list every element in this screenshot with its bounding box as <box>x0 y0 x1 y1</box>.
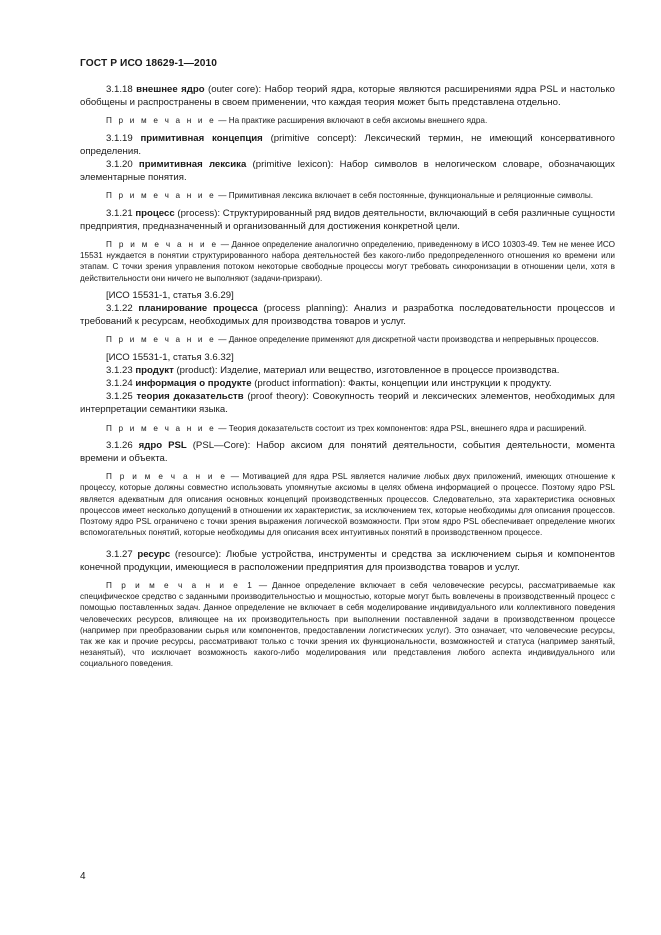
term-name: ресурс <box>137 548 171 560</box>
term-name: примитивная лексика <box>138 159 247 171</box>
note-3-1-21: П р и м е ч а н и е — Данное определение аналогично определению, приведенному в ИСО 10303-49. Тем не менее ИСО 15531 нуждается в понятии структурированного набора деятельностей без какого-либо предопределенного отношения ко времени или этапам. С точки зрения управления потоком некоторые свободные процессы могут требовать синхронизации в отношении цели, хотя в действительности они ничего не выполняют (задачи-призраки). <box>80 240 615 283</box>
document-header: ГОСТ Р ИСО 18629-1—2010 <box>80 58 218 69</box>
term-entry-3-1-27: 3.1.27 ресурс (resource): Любые устройства, инструменты и средства за исключением сырья и компонентов конечной продукции, имеющиеся в расположении предприятия для производства товаров и услуг. <box>80 548 615 573</box>
note-3-1-20: П р и м е ч а н и е — Примитивная лексика включает в себя постоянные, функциональные и реляционные символы. <box>106 191 594 201</box>
term-name: внешнее ядро <box>136 84 205 95</box>
term-entry-3-1-19: 3.1.19 примитивная концепция (primitive concept): Лексический термин, не имеющий консервативного определения. <box>80 132 616 157</box>
term-entry-3-1-23: 3.1.23 продукт (product): Изделие, материал или вещество, изготовленное в процессе производства. <box>106 364 560 376</box>
term-name: ядро PSL <box>138 439 187 451</box>
term-entry-3-1-24: 3.1.24 информация о продукте (product information): Факты, концепции или инструкции к продукту. <box>106 378 552 390</box>
note-3-1-25: П р и м е ч а н и е — Теория доказательств состоит из трех компонентов: ядра PSL, внешнего ядра и расширений. <box>106 423 587 433</box>
source-reference: [ИСО 15531-1, статья 3.6.32] <box>106 351 234 363</box>
note-3-1-18: П р и м е ч а н и е — На практике расширения включают в себя аксиомы внешнего ядра. <box>106 116 488 126</box>
note-3-1-22: П р и м е ч а н и е — Данное определение применяют для дискретной части производства и непрерывных процессов. <box>106 335 599 345</box>
term-name: примитивная концепция <box>140 132 263 144</box>
term-name: планирование процесса <box>138 303 258 315</box>
term-entry-3-1-26: 3.1.26 ядро PSL (PSL—Core): Набор аксиом для понятий деятельности, события деятельности, момента времени и объекта. <box>80 439 616 465</box>
term-entry-3-1-25: 3.1.25 теория доказательств (proof theory): Совокупность теорий и лексических элементов, необходимых для интерпретации семантики языка. <box>80 391 615 416</box>
page-number: 4 <box>80 871 86 882</box>
note-1-3-1-27: П р и м е ч а н и е 1 — Данное определение включает в себя человеческие ресурсы, рассматриваемые как специфическое средство с заданными производительностью и мощностью, которые могут быть вовлечены в производственный процесс с помощью поставленных задач. Данное определение не включает в себя моделирование индивидуального или коллективного поведения человеческих ресурсов, влияющее на их производительность при выполнении поставленной задачи в производственном процессе (например при преобразовании сырья или компонентов, предоставлении логистических услуг). Это означает, что человеческие ресурсы, так же как и прочие ресурсы, рассматривают только с точки зрения их функциональности, возможностей и статуса (например занятый, незанятый), что исключает возможность какого-либо моделирования или представления любого аспекта индивидуального или социального поведения. <box>80 580 615 669</box>
note-3-1-26: П р и м е ч а н и е — Мотивацией для ядра PSL является наличие любых двух приложений, имеющих отношение к процессу, которые должны совместно использовать упомянутые аксиомы в целях обмена информацией о процессе. Поэтому ядро PSL является адекватным для описания основных концепций производственных процессов. Следовательно, эта характеристика основных процессов имеет несколько допущений в отношении их характеристик, за исключением тех, которые необходимы для описания процессов. Поэтому ядро PSL ограничено с точки зрения выражения логической возможности. При этом ядро PSL обеспечивает определение многих вспомогательных понятий, которые необходимы для описания всех интуитивных понятий в производственном процессе. <box>80 472 615 538</box>
source-reference: [ИСО 15531-1, статья 3.6.29] <box>106 289 234 301</box>
term-entry-3-1-22: 3.1.22 планирование процесса (process planning): Анализ и разработка последовательности процессов и требований к ресурсам, необходимых для производства товаров и услуг. <box>80 303 615 328</box>
term-entry-3-1-21: 3.1.21 процесс (process): Структурированный ряд видов деятельности, включающий в себя различные сущности предприятия, предназначенный и организованный для достижения конкретной цели. <box>80 207 615 232</box>
term-name: процесс <box>135 207 175 219</box>
term-name: теория доказательств <box>136 391 244 403</box>
term-entry-3-1-20: 3.1.20 примитивная лексика (primitive lexicon): Набор символов в нелогическом словаре, обозначающих элементарные понятия. <box>80 159 615 184</box>
term-name: информация о продукте <box>135 378 252 390</box>
term-entry-3-1-18: 3.1.18 внешнее ядро (outer core): Набор теорий ядра, которые являются расширениями ядра PSL и настолько обобщены и распространены в своем применении, что каждая теория может быть представлена отдельно. <box>80 84 615 109</box>
term-name: продукт <box>135 364 174 376</box>
